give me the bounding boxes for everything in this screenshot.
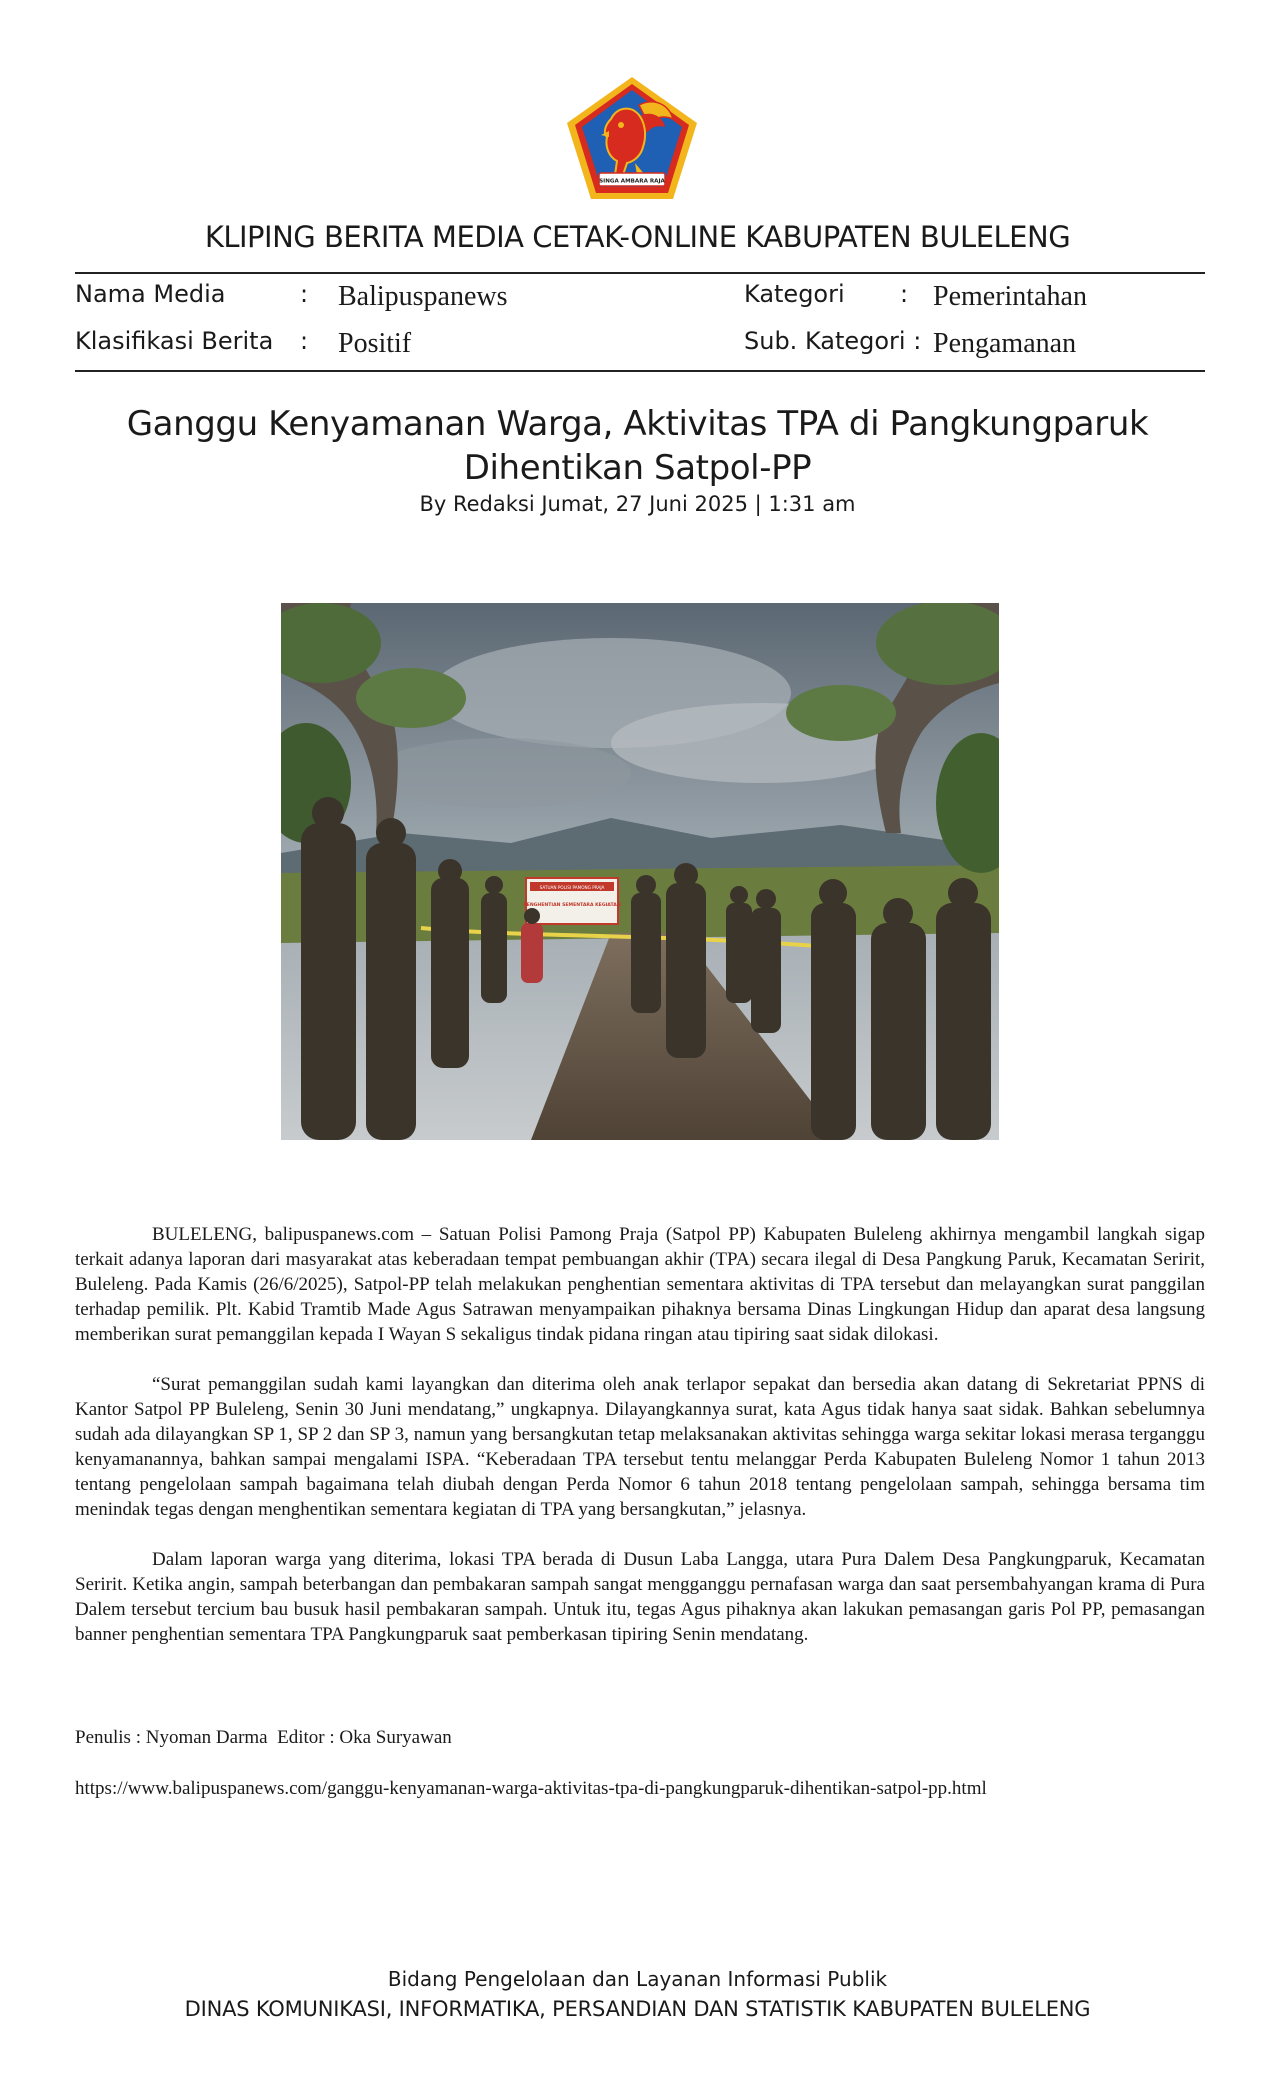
photo-banner-top-text: SATUAN POLISI PAMONG PRAJA — [539, 885, 605, 890]
news-photo-satpol-pp-officers-icon — [281, 603, 999, 1140]
clipping-header-title: KLIPING BERITA MEDIA CETAK-ONLINE KABUPATEN BULELENG — [204, 220, 1071, 254]
photo-banner-main-text: PENGHENTIAN SEMENTARA KEGIATAN — [523, 903, 621, 908]
header-bottom-rule — [75, 370, 1205, 372]
article-headline — [100, 402, 1175, 490]
sub-category-label: Sub. Kategori : — [744, 327, 922, 355]
headline-line-2: Dihentikan Satpol-PP — [463, 448, 812, 488]
category-label: Kategori — [744, 280, 845, 308]
media-name-value: Balipuspanews — [338, 281, 508, 312]
media-name-label: Nama Media — [75, 280, 226, 308]
article-paragraph-3: Dalam laporan warga yang diterima, lokasi TPA berada di Dusun Laba Langga, utara Pura Dalem Desa Pangkungparuk, Kecamatan Seririt. Ketika angin, sampah beterbangan dan pembakaran sampah sangat mengganggu pernafasan warga dan saat persembahyangan krama di Pura Dalem tersebut tercium bau busuk hasil pembakaran sampah. Untuk itu, tegas Agus pihaknya akan lakukan pemasangan garis Pol PP, pemasangan banner penghentian sementara TPA Pangkungparuk saat pemberkasan tipiring Senin mendatang. — [75, 1549, 1205, 1645]
news-classification-label: Klasifikasi Berita — [75, 327, 274, 355]
news-classification-colon: : — [300, 327, 309, 355]
sub-category-value: Pengamanan — [933, 328, 1077, 359]
article-source-url: https://www.balipuspanews.com/ganggu-kenyamanan-warga-aktivitas-tpa-di-pangkungparuk-dihentikan-satpol-pp.html — [75, 1778, 987, 1799]
article-body — [75, 1222, 1205, 1672]
singa-ambara-raja-emblem-icon — [565, 75, 699, 201]
buleleng-emblem-logo — [565, 75, 699, 201]
footer-agency: DINAS KOMUNIKASI, INFORMATIKA, PERSANDIAN DAN STATISTIK KABUPATEN BULELENG — [184, 1997, 1091, 2021]
emblem-ribbon-text: SINGA AMBARA RAJA — [599, 178, 665, 185]
article-photo — [281, 603, 999, 1140]
footer-division: Bidang Pengelolaan dan Layanan Informasi Publik — [387, 1967, 888, 1991]
header-top-rule — [75, 272, 1205, 274]
article-paragraph-1: BULELENG, balipuspanews.com – Satuan Polisi Pamong Praja (Satpol PP) Kabupaten Buleleng akhirnya mengambil langkah sigap terkait adanya laporan dari masyarakat atas keberadaan tempat pembuangan akhir (TPA) secara ilegal di Desa Pangkung Paruk, Kecamatan Seririt, Buleleng. Pada Kamis (26/6/2025), Satpol-PP telah melakukan penghentian sementara aktivitas di TPA tersebut dan melayangkan surat panggilan terhadap pemilik. Plt. Kabid Tramtib Made Agus Satrawan menyampaikan pihaknya bersama Dinas Lingkungan Hidup dan aparat desa langsung memberikan surat pemanggilan kepada I Wayan S sekaligus tindak pidana ringan atau tipiring saat sidak dilokasi. — [75, 1224, 1205, 1345]
media-name-colon: : — [300, 280, 309, 308]
headline-line-1: Ganggu Kenyamanan Warga, Aktivitas TPA di Pangkungparuk — [126, 404, 1149, 444]
article-byline: By Redaksi Jumat, 27 Juni 2025 | 1:31 am — [419, 492, 856, 516]
news-classification-value: Positif — [338, 328, 412, 359]
category-colon: : — [900, 280, 909, 308]
category-value: Pemerintahan — [933, 281, 1087, 312]
article-credits: Penulis : Nyoman Darma Editor : Oka Suryawan — [75, 1727, 452, 1748]
article-paragraph-2: “Surat pemanggilan sudah kami layangkan dan diterima oleh anak terlapor sepakat dan bersedia akan datang di Sekretariat PPNS di Kantor Satpol PP Buleleng, Senin 30 Juni mendatang,” ungkapnya. Dilayangkannya surat, kata Agus tidak hanya saat sidak. Bahkan sebelumnya sudah ada dilayangkan SP 1, SP 2 dan SP 3, namun yang bersangkutan tetap melaksanakan aktivitas sehingga warga sekitar lokasi merasa terganggu kenyamanannya, bahkan sampai mengalami ISPA. “Keberadaan TPA tersebut tentu melanggar Perda Kabupaten Buleleng Nomor 1 tahun 2013 tentang pengelolaan sampah bagaimana telah diubah dengan Perda Nomor 6 tahun 2018 tentang pengelolaan sampah, sehingga bersama tim menindak tegas dengan menghentikan sementara kegiatan di TPA yang bersangkutan,” jelasnya. — [75, 1374, 1205, 1520]
